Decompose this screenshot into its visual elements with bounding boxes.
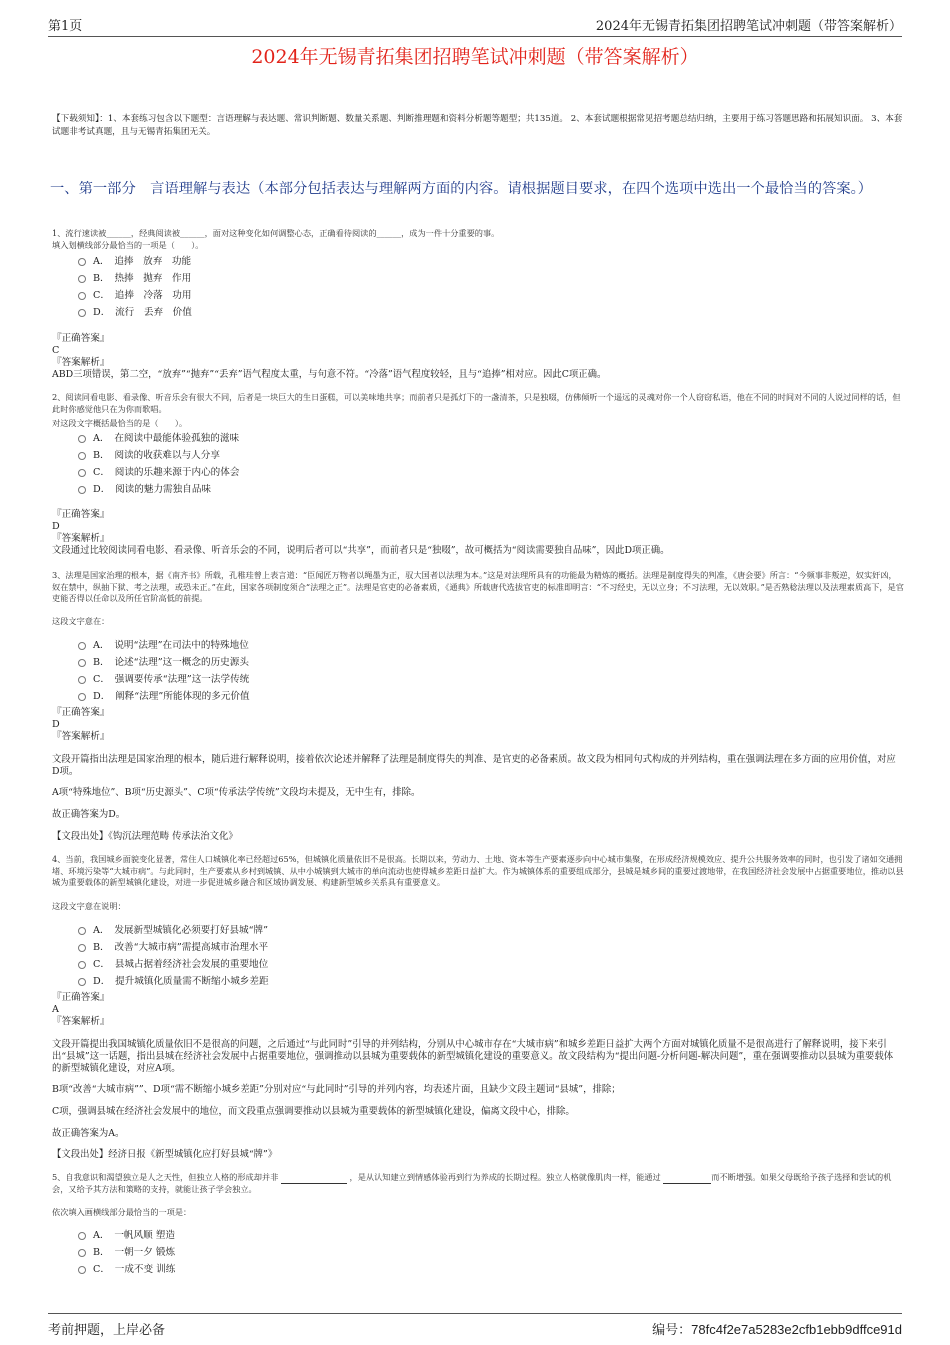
question-4-text: 4、当前，我国城乡面貌变化显著，常住人口城镇化率已经超过65%，但城镇化质量依旧不是很高。长期以来，劳动力、土地、资本等生产要素逐步向中心城市集聚，在形成经济规模效应、提升公共服务效率的同时，也引发了诸如交通拥堵、环境污染等“大城市病”。与此同时，生产要素从乡村到城镇、从中小城镇到大城市的单向流动也使得城乡差距日益扩大。作为城镇体系的重要组成部分，县城是城乡间的重要过渡地带，在我国经济社会发展中占据重要地位，推动以县城为重要载体的新型城镇化建设，对进一步促进城乡融合和区域协调发展、构建新型城乡关系具有重要意义。 [52, 854, 904, 887]
explain-label: 『答案解析』 [52, 357, 110, 368]
option-b[interactable]: B． 论述“法理”这一概念的历史源头 [78, 654, 478, 671]
question-3-options [78, 637, 478, 705]
header-title: 2024年无锡青拓集团招聘笔试冲刺题（带答案解析） [595, 19, 902, 34]
answer-label: 『正确答案』 [52, 333, 110, 344]
question-5-text: 5、自我意识和渴望独立是人之天性，但独立人格的形成却并非 ，是从认知建立到情感体验再到行为养成的长期过程。独立人格就像肌肉一样，能通过 而不断增强。如果父母既给予孩子选择和尝试的机会，又给予其方法和策略的支持，就能让孩子学会独立。 [52, 1172, 892, 1194]
radio-icon[interactable] [78, 258, 86, 266]
question-4-explain-4: 故正确答案为A。 [52, 1128, 125, 1139]
option-b[interactable]: B． 阅读的收获难以与人分享 [78, 447, 478, 464]
question-3-explain-2: A项“特殊地位”、B项“历史源头”、C项“传承法学传统”文段均未提及，无中生有，排除。 [52, 787, 421, 798]
radio-icon[interactable] [78, 944, 86, 952]
radio-icon[interactable] [78, 1232, 86, 1240]
radio-icon[interactable] [78, 659, 86, 667]
question-4-explain-2: B项“改善“大城市病””、D项“需不断缩小城乡差距”分别对应“与此同时”引导的并列内容，均表述片面，且缺少文段主题词“县城”，排除； [52, 1084, 621, 1095]
question-3-prompt: 这段文字意在： [52, 616, 110, 626]
radio-icon[interactable] [78, 292, 86, 300]
option-a[interactable]: A． 追捧 放弃 功能 [78, 253, 478, 270]
radio-icon[interactable] [78, 469, 86, 477]
radio-icon[interactable] [78, 1266, 86, 1274]
question-5-prompt: 依次填入画横线部分最恰当的一项是： [52, 1207, 192, 1217]
document-id: 编号：78fc4f2e7a5283e2cfb1ebb9dffce91d [652, 1322, 902, 1338]
option-d[interactable]: D． 提升城镇化质量需不断缩小城乡差距 [78, 973, 478, 990]
question-4-source: 【文段出处】经济日报《新型城镇化应打好县城“牌”》 [52, 1149, 278, 1160]
page-footer [48, 1313, 902, 1338]
blank-line[interactable] [663, 1174, 711, 1184]
explain-label: 『答案解析』 [52, 533, 110, 544]
blank-line[interactable] [281, 1174, 347, 1184]
option-d[interactable]: D． 阅读的魅力需独自品味 [78, 481, 478, 498]
option-b[interactable]: B． 热捧 抛弃 作用 [78, 270, 478, 287]
document-title: 2024年无锡青拓集团招聘笔试冲刺题（带答案解析） [251, 46, 699, 68]
option-a[interactable]: A． 发展新型城镇化必须要打好县城“牌” [78, 922, 478, 939]
question-5-options [78, 1227, 478, 1278]
option-c[interactable]: C． 阅读的乐趣来源于内心的体会 [78, 464, 478, 481]
answer-label: 『正确答案』 [52, 707, 110, 718]
question-1-prompt: 填入划横线部分最恰当的一项是（ ）。 [52, 240, 204, 250]
answer-label: 『正确答案』 [52, 509, 110, 520]
radio-icon[interactable] [78, 927, 86, 935]
page-header [48, 16, 902, 37]
question-4-prompt: 这段文字意在说明： [52, 901, 126, 911]
question-1-answer: C [52, 345, 60, 356]
option-d[interactable]: D． 阐释“法理”所能体现的多元价值 [78, 688, 478, 705]
option-c[interactable]: C． 一成不变 训练 [78, 1261, 478, 1278]
question-2-prompt: 对这段文字概括最恰当的是（ ）。 [52, 418, 188, 428]
option-b[interactable]: B． 改善“大城市病”需提高城市治理水平 [78, 939, 478, 956]
question-2-text: 2、阅读同看电影、看录像、听音乐会有很大不同，后者是一块巨大的生日蛋糕，可以美味地共享；而前者只是孤灯下的一盏清茶，只是独啜，仿佛倾听一个遥远的灵魂对你一个人窃窃私语，他在不同的时间对不同的人说过同样的话，但此时你感觉他只在为你而歌唱。 [52, 392, 901, 414]
question-1-options [78, 253, 478, 321]
radio-icon[interactable] [78, 676, 86, 684]
option-b[interactable]: B． 一朝一夕 锻炼 [78, 1244, 478, 1261]
radio-icon[interactable] [78, 978, 86, 986]
explain-label: 『答案解析』 [52, 1016, 110, 1027]
section-title: 一、第一部分 言语理解与表达（本部分包括表达与理解两方面的内容。请根据题目要求，在四个选项中选出一个最恰当的答案。） [50, 181, 873, 197]
option-a[interactable]: A． 说明“法理”在司法中的特殊地位 [78, 637, 478, 654]
radio-icon[interactable] [78, 961, 86, 969]
question-2-answer: D [52, 521, 60, 532]
page-number: 第1页 [48, 19, 83, 34]
explain-label: 『答案解析』 [52, 731, 110, 742]
question-4-explain-3: C项，强调县城在经济社会发展中的地位，而文段重点强调要推动以县城为重要载体的新型城镇化建设，偏离文段中心，排除。 [52, 1106, 575, 1117]
option-c[interactable]: C． 追捧 冷落 功用 [78, 287, 478, 304]
option-a[interactable]: A． 在阅读中最能体验孤独的滋味 [78, 430, 478, 447]
question-3-answer: D [52, 719, 60, 730]
question-3-explain-1: 文段开篇指出法理是国家治理的根本，随后进行解释说明，接着依次论述并解释了法理是制度得失的判准、是官吏的必备素质。故文段为相同句式构成的并列结构，重在强调法理在多方面的应用价值，对应D项。 [52, 754, 896, 777]
radio-icon[interactable] [78, 693, 86, 701]
answer-label: 『正确答案』 [52, 992, 110, 1003]
radio-icon[interactable] [78, 435, 86, 443]
option-d[interactable]: D． 流行 丢弃 价值 [78, 304, 478, 321]
question-1-text: 1、流行速读被______，经典阅读被______，面对这种变化如何调整心态，正确看待阅读的______，成为一件十分重要的事。 [52, 228, 500, 238]
question-3-text: 3、法理是国家治理的根本，据《南齐书》所载，孔稚珪曾上表言道：“臣闻匠万物者以绳墨为正，驭大国者以法理为本。”这是对法理所具有的功能最为精炼的概括。法理是制度得失的判准，《唐会要》所言：“今频事非叛逆，奴实奸凶，奴在禁中，纵抽下狱、考之法理，或恐未正。”在此，国家各项制度须合“法理之正”。法理是官吏的必备素质，《通典》所载唐代选拔官吏的标准即明言：“不习经史，无以立身；不习法理，无以效职。”是否熟稔法理以及法理素质高下，是官吏能否得以任命以及所任官阶高低的前提。 [52, 570, 904, 603]
footer-slogan: 考前押题，上岸必备 [48, 1323, 166, 1338]
option-c[interactable]: C． 县城占据着经济社会发展的重要地位 [78, 956, 478, 973]
radio-icon[interactable] [78, 275, 86, 283]
option-a[interactable]: A． 一帆风顺 塑造 [78, 1227, 478, 1244]
question-3-source: 【文段出处】《钩沉法理范畴 传承法治文化》 [52, 831, 238, 842]
radio-icon[interactable] [78, 642, 86, 650]
question-4-options [78, 922, 478, 990]
question-2-options [78, 430, 478, 498]
question-3-explain-3: 故正确答案为D。 [52, 809, 126, 820]
question-4-explain-1: 文段开篇提出我国城镇化质量依旧不是很高的问题，之后通过“与此同时”引导的并列结构，分别从中心城市存在“大城市病”和城乡差距日益扩大两个方面对城镇化质量不是很高进行了解释说明，接下来引出“县城”这一话题，指出县城在经济社会发展中占据重要地位，强调推动以县城为重要载体的新型城镇化建设的重要意义。故文段结构为“提出问题-分析问题-解决问题”，重在强调要推动以县城为重要载体的新型城镇化建设，对应A项。 [52, 1039, 894, 1074]
question-1-explain: ABD三项错误，第二空，“放弃”“抛弃”“丢弃”语气程度太重，与句意不符。“冷落”语气程度较轻，且与“追捧”相对应。因此C项正确。 [52, 369, 607, 380]
option-c[interactable]: C． 强调要传承“法理”这一法学传统 [78, 671, 478, 688]
download-notice: 【下载须知】：1、本套练习包含以下题型：言语理解与表达题、常识判断题、数量关系题、判断推理题和资料分析题等题型；共135道。 2、本套试题根据常见招考题总结归纳，主要用于练习答题思路和拓展知识面。 3、本套试题非考试真题，且与无锡青拓集团无关。 [52, 114, 903, 137]
question-4-answer: A [52, 1004, 59, 1015]
radio-icon[interactable] [78, 1249, 86, 1257]
radio-icon[interactable] [78, 486, 86, 494]
radio-icon[interactable] [78, 309, 86, 317]
radio-icon[interactable] [78, 452, 86, 460]
question-2-explain: 文段通过比较阅读同看电影、看录像、听音乐会的不同，说明后者可以“共享”，而前者只是“独啜”，故可概括为“阅读需要独自品味”，因此D项正确。 [52, 545, 670, 556]
